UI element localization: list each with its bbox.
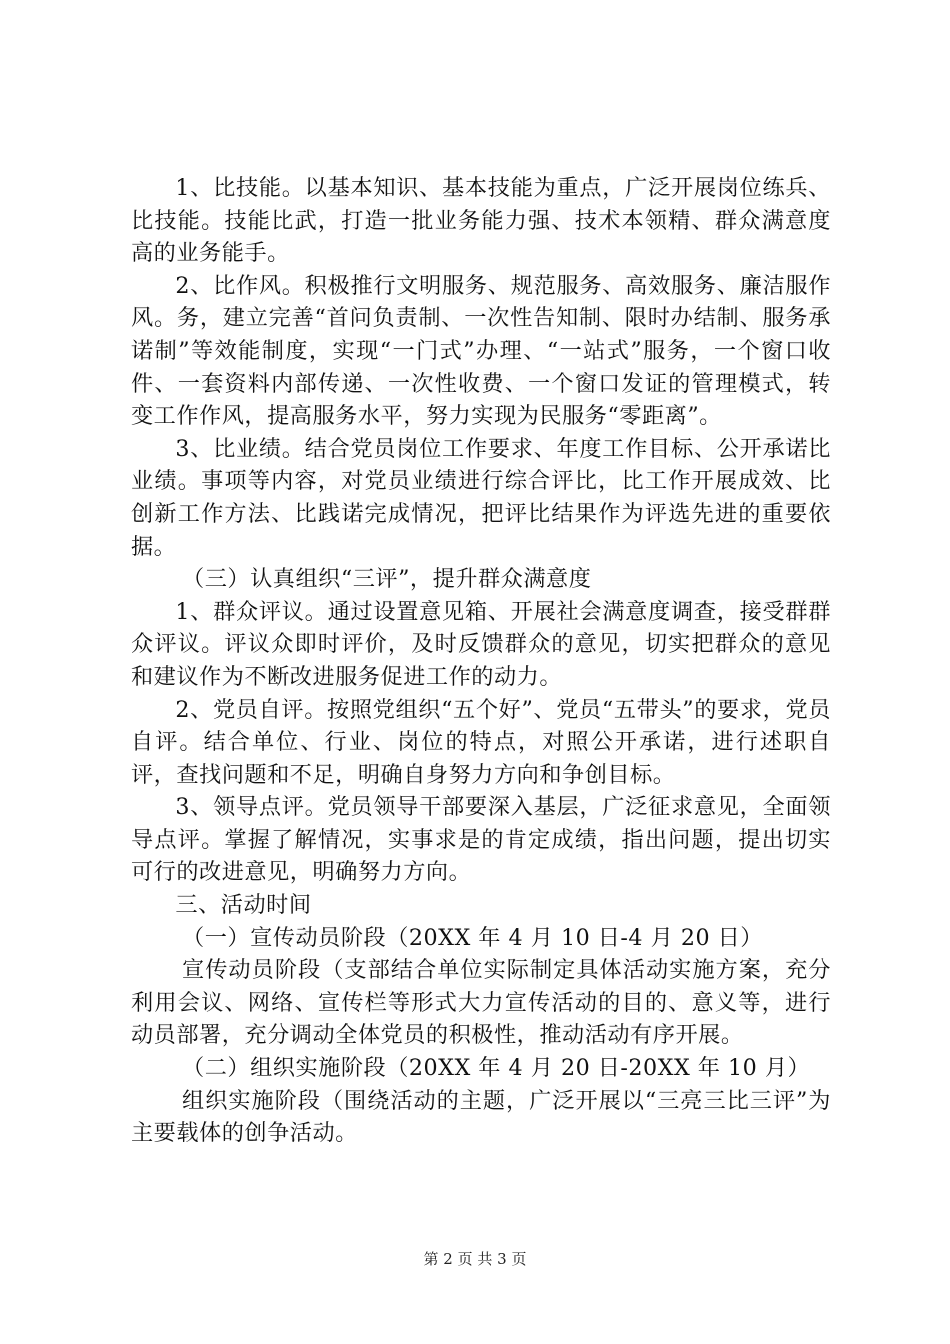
page-number-footer: 第 2 页 共 3 页: [423, 1250, 527, 1268]
section-heading-activity-time: 三、活动时间: [175, 892, 312, 919]
paragraph-public-evaluation: 1、群众评议。通过设置意见箱、开展社会满意度调查，接受群群众评议。评议众即时评价，及时反馈群众的意见，切实把群众的意见和建议作为不断改进服务促进工作的动力。: [131, 598, 831, 690]
paragraph-implementation-stage: 组织实施阶段（围绕活动的主题，广泛开展以“三亮三比三评”为主要载体的创争活动。: [131, 1087, 831, 1147]
paragraph-compare-skills: 1、比技能。以基本知识、基本技能为重点，广泛开展岗位练兵、比技能。技能比武，打造一批业务能力强、技术本领精、群众满意度高的业务能手。: [131, 175, 831, 267]
paragraph-self-evaluation: 2、党员自评。按照党组织“五个好”、党员“五带头”的要求，党员自评。结合单位、行业、岗位的特点，对照公开承诺，进行述职自评，查找问题和不足，明确自身努力方向和争创目标。: [131, 696, 831, 788]
section-heading-three-evaluations: （三）认真组织“三评”，提升群众满意度: [182, 566, 592, 593]
stage-heading-publicity: （一）宣传动员阶段（20XX 年 4 月 10 日-4 月 20 日）: [182, 924, 763, 951]
paragraph-compare-style: 2、比作风。积极推行文明服务、规范服务、高效服务、廉洁服作风。务，建立完善“首问负责制、一次性告知制、限时办结制、服务承诺制”等效能制度，实现“一门式”办理、“一站式”服务，一个窗口收件、一套资料内部传递、一次性收费、一个窗口发证的管理模式，转变工作作风，提高服务水平，努力实现为民服务“零距离”。: [131, 272, 831, 430]
stage-heading-implementation: （二）组织实施阶段（20XX 年 4 月 20 日-20XX 年 10 月）: [182, 1055, 811, 1082]
paragraph-compare-performance: 3、比业绩。结合党员岗位工作要求、年度工作目标、公开承诺比业绩。事项等内容，对党员业绩进行综合评比，比工作开展成效、比创新工作方法、比践诺完成情况，把评比结果作为评选先进的重要依据。: [131, 435, 831, 560]
paragraph-leader-evaluation: 3、领导点评。党员领导干部要深入基层，广泛征求意见，全面领导点评。掌握了解情况，实事求是的肯定成绩，指出问题，提出切实可行的改进意见，明确努力方向。: [131, 794, 831, 886]
document-body: [131, 172, 831, 1150]
paragraph-publicity-stage: 宣传动员阶段（支部结合单位实际制定具体活动实施方案，充分利用会议、网络、宣传栏等形式大力宣传活动的目的、意义等，进行动员部署，充分调动全体党员的积极性，推动活动有序开展。: [131, 957, 831, 1049]
